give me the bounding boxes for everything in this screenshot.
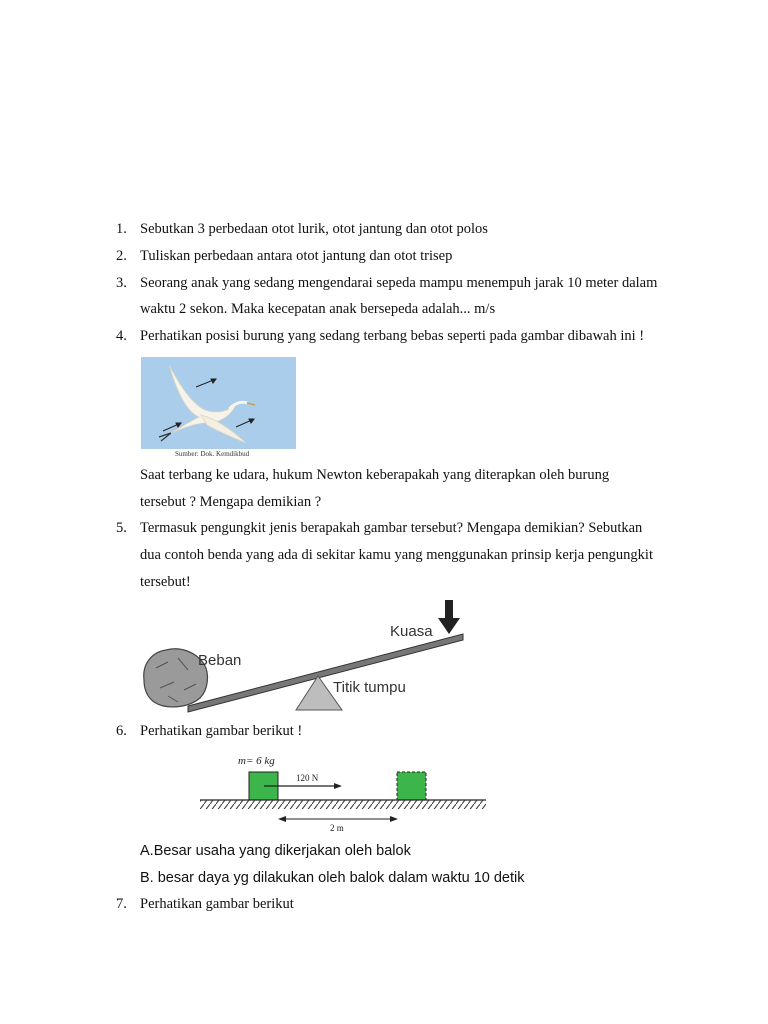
- bird-figure-caption: Sumber: Dok. Kemdikbud: [175, 450, 250, 458]
- lever-figure: [138, 598, 468, 713]
- fulcrum-label: Titik tumpu: [333, 679, 406, 696]
- bird-figure: [141, 357, 296, 449]
- q4-followup-line1: Saat terbang ke udara, hukum Newton keberapakah yang diterapkan oleh burung: [140, 467, 610, 483]
- mass-label: m= 6 kg: [238, 755, 275, 767]
- distance-label: 2 m: [330, 823, 344, 833]
- q4-number: 4.: [116, 328, 127, 344]
- q2-text: Tuliskan perbedaan antara otot jantung dan otot trisep: [140, 248, 453, 264]
- ground-hatch: [200, 800, 486, 809]
- q4-text: Perhatikan posisi burung yang sedang terbang bebas seperti pada gambar dibawah ini !: [140, 328, 645, 344]
- q2-number: 2.: [116, 248, 127, 264]
- effort-label: Kuasa: [390, 623, 433, 640]
- q7-text: Perhatikan gambar berikut: [140, 896, 294, 912]
- q3-number: 3.: [116, 275, 127, 291]
- force-label: 120 N: [296, 773, 319, 783]
- q6-part-b: B. besar daya yg dilakukan oleh balok dalam waktu 10 detik: [140, 870, 525, 886]
- q7-number: 7.: [116, 896, 127, 912]
- q3-text-line1: Seorang anak yang sedang mengendarai sepeda mampu menempuh jarak 10 meter dalam: [140, 275, 658, 291]
- block-figure: [198, 748, 498, 838]
- q1-text: Sebutkan 3 perbedaan otot lurik, otot jantung dan otot polos: [140, 221, 488, 237]
- q5-text-line3: tersebut!: [140, 574, 191, 590]
- block-end: [397, 772, 426, 800]
- load-label: Beban: [198, 652, 242, 669]
- q3-text-line2: waktu 2 sekon. Maka kecepatan anak bersepeda adalah... m/s: [140, 301, 496, 317]
- q4-followup-line2: tersebut ? Mengapa demikian ?: [140, 494, 322, 510]
- q5-number: 5.: [116, 520, 127, 536]
- q1-number: 1.: [116, 221, 127, 237]
- q5-text-line1: Termasuk pengungkit jenis berapakah gambar tersebut? Mengapa demikian? Sebutkan: [140, 520, 643, 536]
- q5-text-line2: dua contoh benda yang ada di sekitar kamu yang menggunakan prinsip kerja pengungkit: [140, 547, 653, 563]
- q6-number: 6.: [116, 723, 127, 739]
- q6-part-a: A.Besar usaha yang dikerjakan oleh balok: [140, 843, 411, 859]
- q6-text: Perhatikan gambar berikut !: [140, 723, 303, 739]
